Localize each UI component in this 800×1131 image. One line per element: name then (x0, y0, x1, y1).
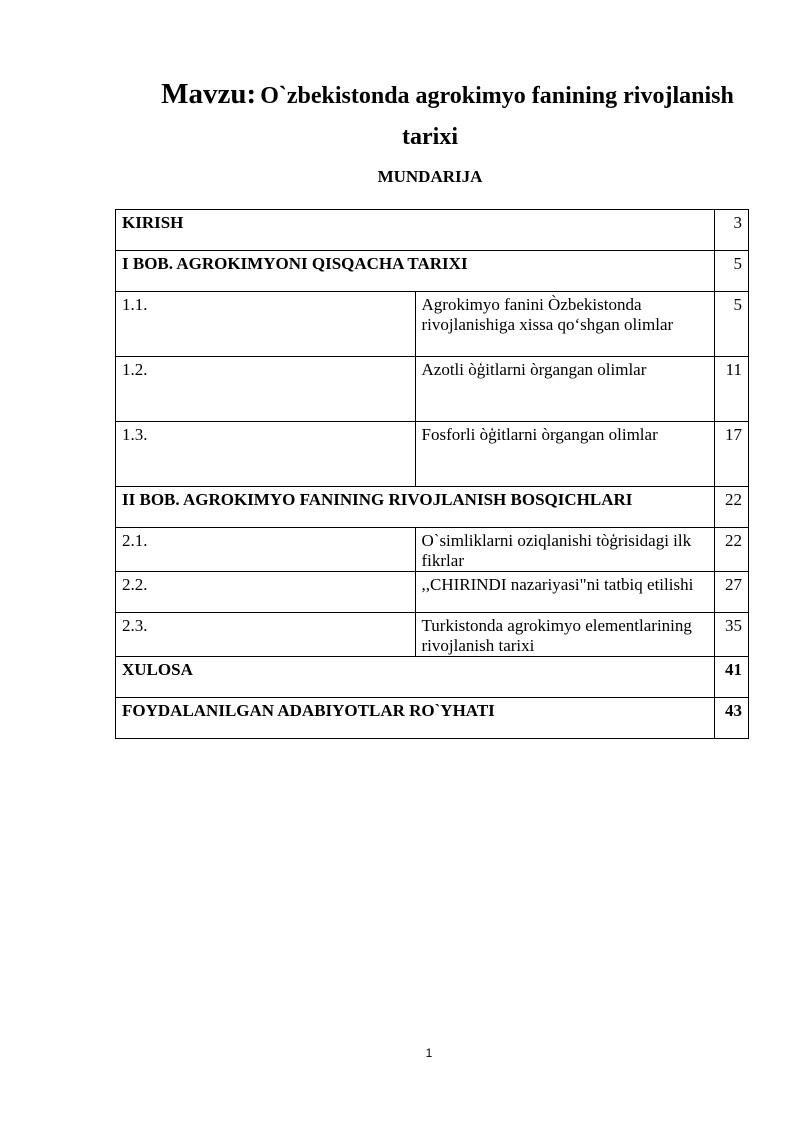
toc-row-kirish (116, 210, 749, 251)
toc-page: 11 (715, 357, 749, 422)
toc-row (116, 422, 749, 487)
toc-label: Agrokimyo fanini Òzbekistonda rivojlanishiga xissa qo‘shgan olimlar (415, 292, 715, 357)
toc-page: 22 (715, 487, 749, 528)
toc-label: I BOB. AGROKIMYONI QISQACHA TARIXI (116, 251, 715, 292)
toc-label: ,,CHIRINDI nazariyasi"ni tatbiq etilishi (415, 572, 715, 613)
toc-label: II BOB. AGROKIMYO FANINING RIVOJLANISH BOSQICHLARI (116, 487, 715, 528)
toc-row (116, 357, 749, 422)
toc-page: 41 (715, 657, 749, 698)
toc-number: 2.2. (116, 572, 416, 613)
toc-row (116, 613, 749, 657)
toc-label: Fosforli òģitlarni òrgangan olimlar (415, 422, 715, 487)
toc-page: 27 (715, 572, 749, 613)
toc-label: Azotli òģitlarni òrgangan olimlar (415, 357, 715, 422)
toc-label: XULOSA (116, 657, 715, 698)
toc-number: 2.1. (116, 528, 416, 572)
toc-label: FOYDALANILGAN ADABIYOTLAR RO`YHATI (116, 698, 715, 739)
toc-row-adabiyot (116, 698, 749, 739)
toc-number: 1.2. (116, 357, 416, 422)
document-title (0, 78, 800, 111)
title-prefix: Mavzu: (161, 78, 257, 110)
toc-page: 3 (715, 210, 749, 251)
toc-heading: MUNDARIJA (377, 167, 483, 186)
toc-label: Turkistonda agrokimyo elementlarining rivojlanish tarixi (415, 613, 715, 657)
toc-number: 2.3. (116, 613, 416, 657)
toc-row-chapter2 (116, 487, 749, 528)
toc-page: 5 (715, 292, 749, 357)
toc-page: 43 (715, 698, 749, 739)
toc-row (116, 528, 749, 572)
toc-label: KIRISH (116, 210, 715, 251)
toc-row (116, 292, 749, 357)
title-continuation: tarixi (402, 124, 458, 150)
toc-page: 35 (715, 613, 749, 657)
toc-number: 1.1. (116, 292, 416, 357)
toc-row (116, 572, 749, 613)
toc-number: 1.3. (116, 422, 416, 487)
toc-page: 22 (715, 528, 749, 572)
toc-page: 5 (715, 251, 749, 292)
toc-row-xulosa (116, 657, 749, 698)
page-number: 1 (425, 1046, 433, 1060)
title-text: O`zbekistonda agrokimyo fanining rivojlanish (260, 83, 734, 109)
table-of-contents (115, 209, 749, 739)
toc-row-chapter1 (116, 251, 749, 292)
toc-page: 17 (715, 422, 749, 487)
toc-label: O`simliklarni oziqlanishi tòģrisidagi ilk fikrlar (415, 528, 715, 572)
